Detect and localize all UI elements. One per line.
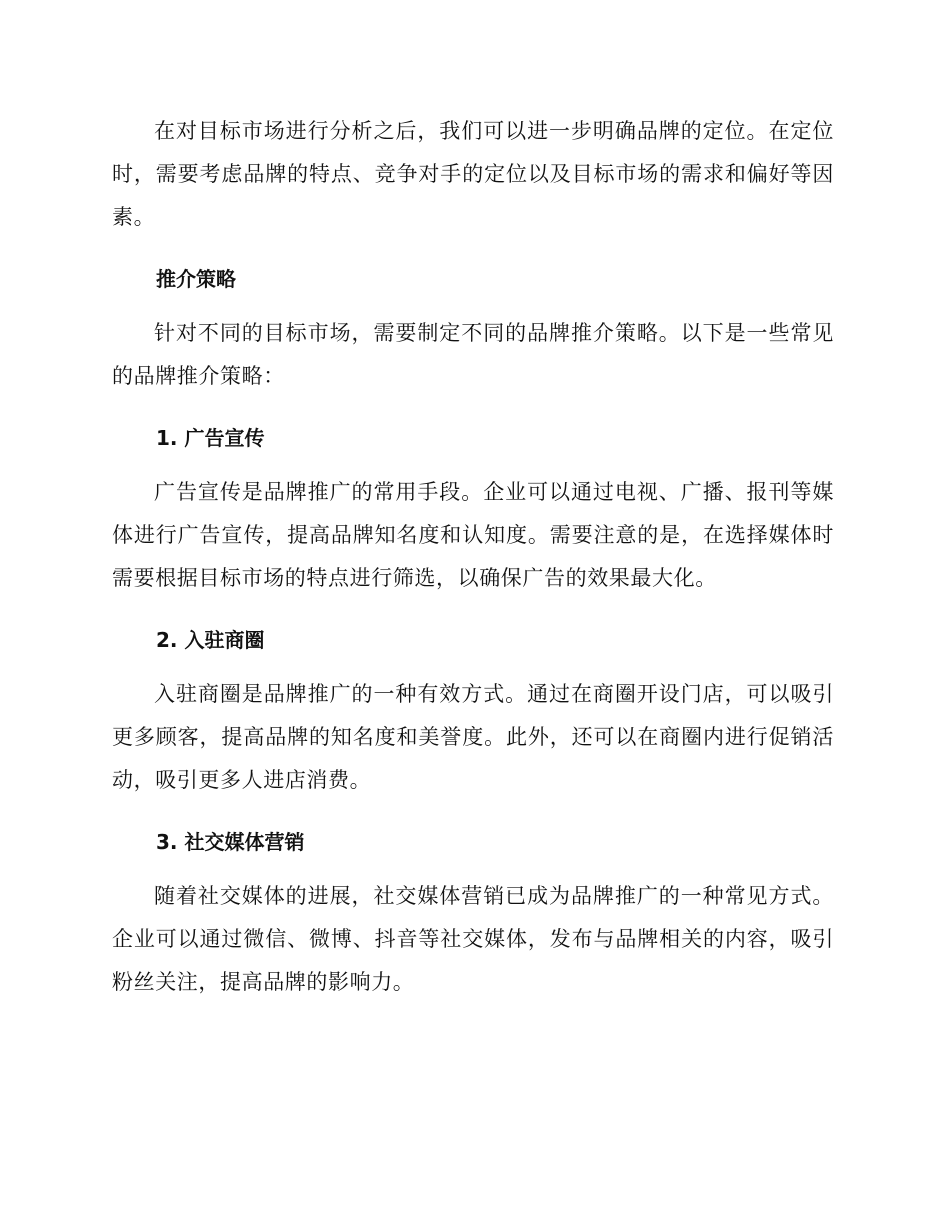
strategy-paragraph-3: 随着社交媒体的进展，社交媒体营销已成为品牌推广的一种常见方式。企业可以通过微信、微博、抖音等社交媒体，发布与品牌相关的内容，吸引粉丝关注，提高品牌的影响力。	[112, 884, 834, 994]
spacer	[112, 600, 834, 627]
section-heading: 推介策略	[156, 267, 236, 291]
strategy-heading-1: 1. 广告宣传	[156, 426, 265, 450]
strategy-heading-2: 2. 入驻商圈	[156, 628, 265, 652]
section-intro-paragraph: 针对不同的目标市场，需要制定不同的品牌推介策略。以下是一些常见的品牌推介策略：	[112, 321, 834, 388]
spacer	[112, 292, 834, 312]
spacer	[112, 653, 834, 673]
spacer	[112, 239, 834, 266]
strategy-paragraph-1: 广告宣传是品牌推广的常用手段。企业可以通过电视、广播、报刊等媒体进行广告宣传，提高品牌知名度和认知度。需要注意的是，在选择媒体时需要根据目标市场的特点进行筛选，以确保广告的效果最大化。	[112, 480, 834, 590]
spacer	[112, 451, 834, 471]
strategy-heading-3: 3. 社交媒体营销	[156, 830, 305, 854]
intro-paragraph: 在对目标市场进行分析之后，我们可以进一步明确品牌的定位。在定位时，需要考虑品牌的特点、竞争对手的定位以及目标市场的需求和偏好等因素。	[112, 119, 834, 229]
spacer	[112, 802, 834, 829]
strategy-paragraph-2: 入驻商圈是品牌推广的一种有效方式。通过在商圈开设门店，可以吸引更多顾客，提高品牌的知名度和美誉度。此外，还可以在商圈内进行促销活动，吸引更多人进店消费。	[112, 682, 834, 792]
spacer	[112, 398, 834, 425]
spacer	[112, 855, 834, 875]
